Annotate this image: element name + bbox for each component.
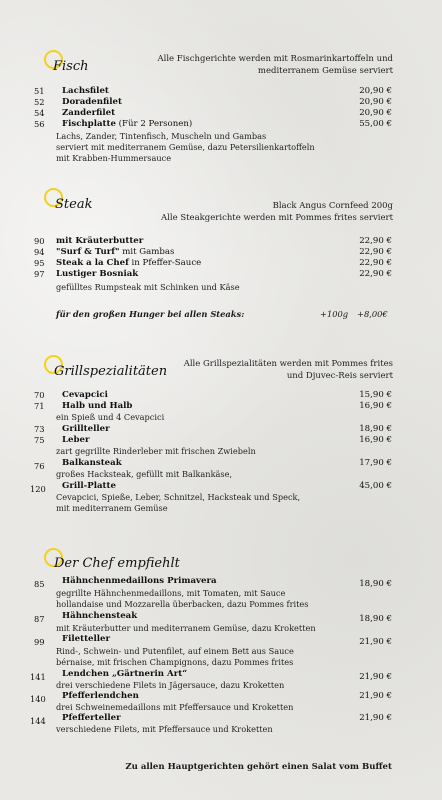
- item-price: 21,90 €: [359, 672, 392, 682]
- item-price: 16,90 €: [359, 401, 392, 411]
- item-name: Lachsfilet: [62, 86, 109, 96]
- item-price: 20,90 €: [359, 97, 392, 107]
- item-number: 75: [34, 435, 45, 445]
- item-price: 21,90 €: [359, 691, 392, 701]
- item-number: 94: [34, 247, 45, 257]
- item-name: Leber: [62, 435, 90, 445]
- item-number: 54: [34, 108, 45, 118]
- item-description: großes Hacksteak, gefüllt mit Balkankäse,: [56, 469, 233, 479]
- item-number: 97: [34, 269, 45, 279]
- item-number: 95: [34, 258, 45, 268]
- item-number: 56: [34, 119, 45, 129]
- item-name: Filetteller: [62, 634, 111, 644]
- item-description: mit Kräuterbutter und mediterranem Gemüse, dazu Kroketten: [56, 623, 316, 633]
- item-number: 51: [34, 86, 45, 96]
- item-price: 22,90 €: [359, 236, 392, 246]
- item-number: 71: [34, 401, 45, 411]
- item-price: 22,90 €: [359, 247, 392, 257]
- item-name: Zanderfilet: [62, 108, 116, 118]
- steak-extra-price: +8,00€: [357, 309, 388, 319]
- item-description: verschiedene Filets, mit Pfeffersauce und Kroketten: [56, 724, 273, 734]
- item-number: 52: [34, 97, 45, 107]
- item-price: 17,90 €: [359, 458, 392, 468]
- item-name: Doradenfilet: [62, 97, 122, 107]
- item-price: 45,00 €: [359, 481, 392, 491]
- item-number: 141: [30, 672, 46, 682]
- steak-note-line-1: Black Angus Cornfeed 200g: [272, 201, 393, 211]
- item-name: Lendchen „Gärtnerin Art“: [62, 669, 188, 679]
- item-name: [56, 258, 201, 268]
- item-price: 18,90 €: [359, 424, 392, 434]
- item-description: drei verschiedene Filets in Jägersauce, dazu Kroketten: [56, 680, 285, 690]
- section-title-chef: Der Chef empfiehlt: [54, 556, 180, 571]
- item-number: 99: [34, 637, 45, 647]
- item-name-suffix: in Pfeffer-Sauce: [128, 258, 202, 268]
- grill-note-line-2: und Djuvec-Reis serviert: [286, 371, 393, 381]
- item-number: 140: [30, 694, 46, 704]
- item-name: Cevapcici: [62, 390, 108, 400]
- steak-extra-label: für den großen Hunger bei allen Steaks:: [56, 309, 245, 319]
- item-name: [56, 247, 174, 257]
- item-price: 16,90 €: [359, 435, 392, 445]
- grill-note-line-1: Alle Grillspezialitäten werden mit Pommes frites: [183, 359, 393, 369]
- item-description: hollandaise und Mozzarella überbacken, dazu Pommes frites: [56, 599, 309, 609]
- item-description: zart gegrillte Rinderleber mit frischen Zwiebeln: [56, 446, 256, 456]
- item-description: gefülltes Rumpsteak mit Schinken und Käse: [56, 282, 240, 292]
- item-name: Balkansteak: [62, 458, 122, 468]
- item-number: 87: [34, 614, 45, 624]
- item-name: Grillteller: [62, 424, 110, 434]
- item-price: 18,90 €: [359, 579, 392, 589]
- steak-note-line-2: Alle Steakgerichte werden mit Pommes frites serviert: [161, 213, 393, 223]
- item-number: 73: [34, 424, 45, 434]
- item-price: 21,90 €: [359, 713, 392, 723]
- item-number: 85: [34, 579, 45, 589]
- section-title-grill: Grillspezialitäten: [54, 364, 168, 379]
- item-name-suffix: (Für 2 Personen): [115, 119, 193, 129]
- item-name: mit Kräuterbutter: [56, 236, 144, 246]
- item-name: Hähnchenmedaillons Primavera: [62, 576, 217, 586]
- fisch-note-line-2: mediterranem Gemüse serviert: [257, 66, 393, 76]
- item-description: ein Spieß und 4 Cevapcici: [56, 412, 165, 422]
- item-price: 20,90 €: [359, 86, 392, 96]
- item-name: Pfefferteller: [62, 713, 121, 723]
- steak-extra-weight: +100g: [320, 309, 349, 319]
- item-number: 90: [34, 236, 45, 246]
- item-description: drei Schweinemedaillons mit Pfeffersauce und Kroketten: [56, 702, 294, 712]
- item-number: 76: [34, 461, 45, 471]
- footer-note: Zu allen Hauptgerichten gehört einen Salat vom Buffet: [125, 762, 392, 772]
- item-description: bérnaise, mit frischen Champignons, dazu Pommes frites: [56, 657, 294, 667]
- item-name: Lustiger Bosniak: [56, 269, 139, 279]
- item-description: Rind-, Schwein- und Putenfilet, auf einem Bett aus Sauce: [56, 646, 294, 656]
- item-name: Hähnchensteak: [62, 611, 138, 621]
- item-name: Grill-Platte: [62, 481, 116, 491]
- item-price: 22,90 €: [359, 269, 392, 279]
- item-description: Cevapcici, Spieße, Leber, Schnitzel, Hacksteak und Speck,: [56, 492, 301, 502]
- item-description: mit Krabben-Hummersauce: [56, 153, 172, 163]
- item-price: 20,90 €: [359, 108, 392, 118]
- item-name: [62, 119, 192, 129]
- item-price: 15,90 €: [359, 390, 392, 400]
- item-name: Pfefferlendchen: [62, 691, 139, 701]
- item-name-text: Fischplatte: [62, 119, 116, 129]
- item-number: 144: [30, 716, 46, 726]
- section-title-fisch: Fisch: [53, 59, 89, 74]
- item-number: 70: [34, 390, 45, 400]
- fisch-note-line-1: Alle Fischgerichte werden mit Rosmarinkartoffeln und: [157, 54, 393, 64]
- item-price: 22,90 €: [359, 258, 392, 268]
- item-price: 55,00 €: [359, 119, 392, 129]
- section-title-steak: Steak: [55, 197, 93, 212]
- item-number: 120: [30, 484, 46, 494]
- item-description: serviert mit mediterranem Gemüse, dazu Petersilienkartoffeln: [56, 142, 315, 152]
- item-price: 18,90 €: [359, 614, 392, 624]
- item-price: 21,90 €: [359, 637, 392, 647]
- item-name: Halb und Halb: [62, 401, 133, 411]
- item-description: Lachs, Zander, Tintenfisch, Muscheln und Gambas: [56, 131, 267, 141]
- item-description: mit mediterranem Gemüse: [56, 503, 168, 513]
- item-name-suffix: mit Gambas: [119, 247, 175, 257]
- item-description: gegrillte Hähnchenmedaillons, mit Tomaten, mit Sauce: [56, 588, 286, 598]
- item-name-text: Steak a la Chef: [56, 258, 129, 268]
- item-name-text: "Surf & Turf": [56, 247, 120, 257]
